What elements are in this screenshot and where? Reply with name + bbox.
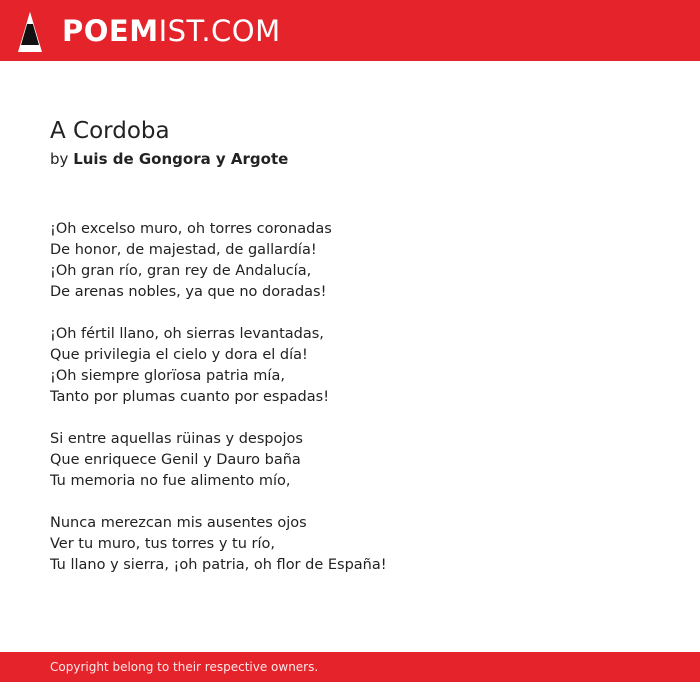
stanza bbox=[50, 324, 670, 408]
poem-line: Si entre aquellas rüinas y despojos bbox=[50, 431, 303, 447]
poem-line: ¡Oh siempre glorïosa patria mía, bbox=[50, 368, 285, 384]
poem-line: Tu llano y sierra, ¡oh patria, oh flor de España! bbox=[50, 557, 387, 573]
stanza bbox=[50, 429, 670, 492]
poem-content bbox=[50, 117, 670, 597]
poem-line: Tu memoria no fue alimento mío, bbox=[50, 473, 291, 489]
poem-author[interactable]: Luis de Gongora y Argote bbox=[73, 150, 289, 168]
poem-byline bbox=[50, 149, 670, 169]
poem-line: ¡Oh fértil llano, oh sierras levantadas, bbox=[50, 326, 324, 342]
logo-bold-text: POEM bbox=[62, 13, 159, 48]
pencil-tip-icon bbox=[18, 12, 42, 54]
header-bar bbox=[0, 0, 700, 61]
logo-light-text: IST.COM bbox=[158, 13, 281, 48]
poem-title: A Cordoba bbox=[50, 118, 170, 144]
poem-line: Ver tu muro, tus torres y tu río, bbox=[50, 536, 275, 552]
site-logo-text bbox=[62, 13, 281, 48]
poem-line: Que privilegia el cielo y dora el día! bbox=[50, 347, 308, 363]
stanza bbox=[50, 513, 670, 576]
poem-body bbox=[50, 219, 670, 576]
poem-line: Tanto por plumas cuanto por espadas! bbox=[50, 389, 330, 405]
poem-line: De honor, de majestad, de gallardía! bbox=[50, 242, 317, 258]
copyright-notice: Copyright belong to their respective owners. bbox=[50, 660, 319, 674]
poem-line: De arenas nobles, ya que no doradas! bbox=[50, 284, 327, 300]
poem-line: Nunca merezcan mis ausentes ojos bbox=[50, 515, 307, 531]
poem-line: ¡Oh excelso muro, oh torres coronadas bbox=[50, 221, 332, 237]
poem-line: Que enriquece Genil y Dauro baña bbox=[50, 452, 301, 468]
byline-prefix: by bbox=[50, 150, 69, 168]
poem-line: ¡Oh gran río, gran rey de Andalucía, bbox=[50, 263, 312, 279]
footer-bar bbox=[0, 652, 700, 682]
site-logo-link[interactable] bbox=[0, 0, 281, 61]
stanza bbox=[50, 219, 670, 303]
